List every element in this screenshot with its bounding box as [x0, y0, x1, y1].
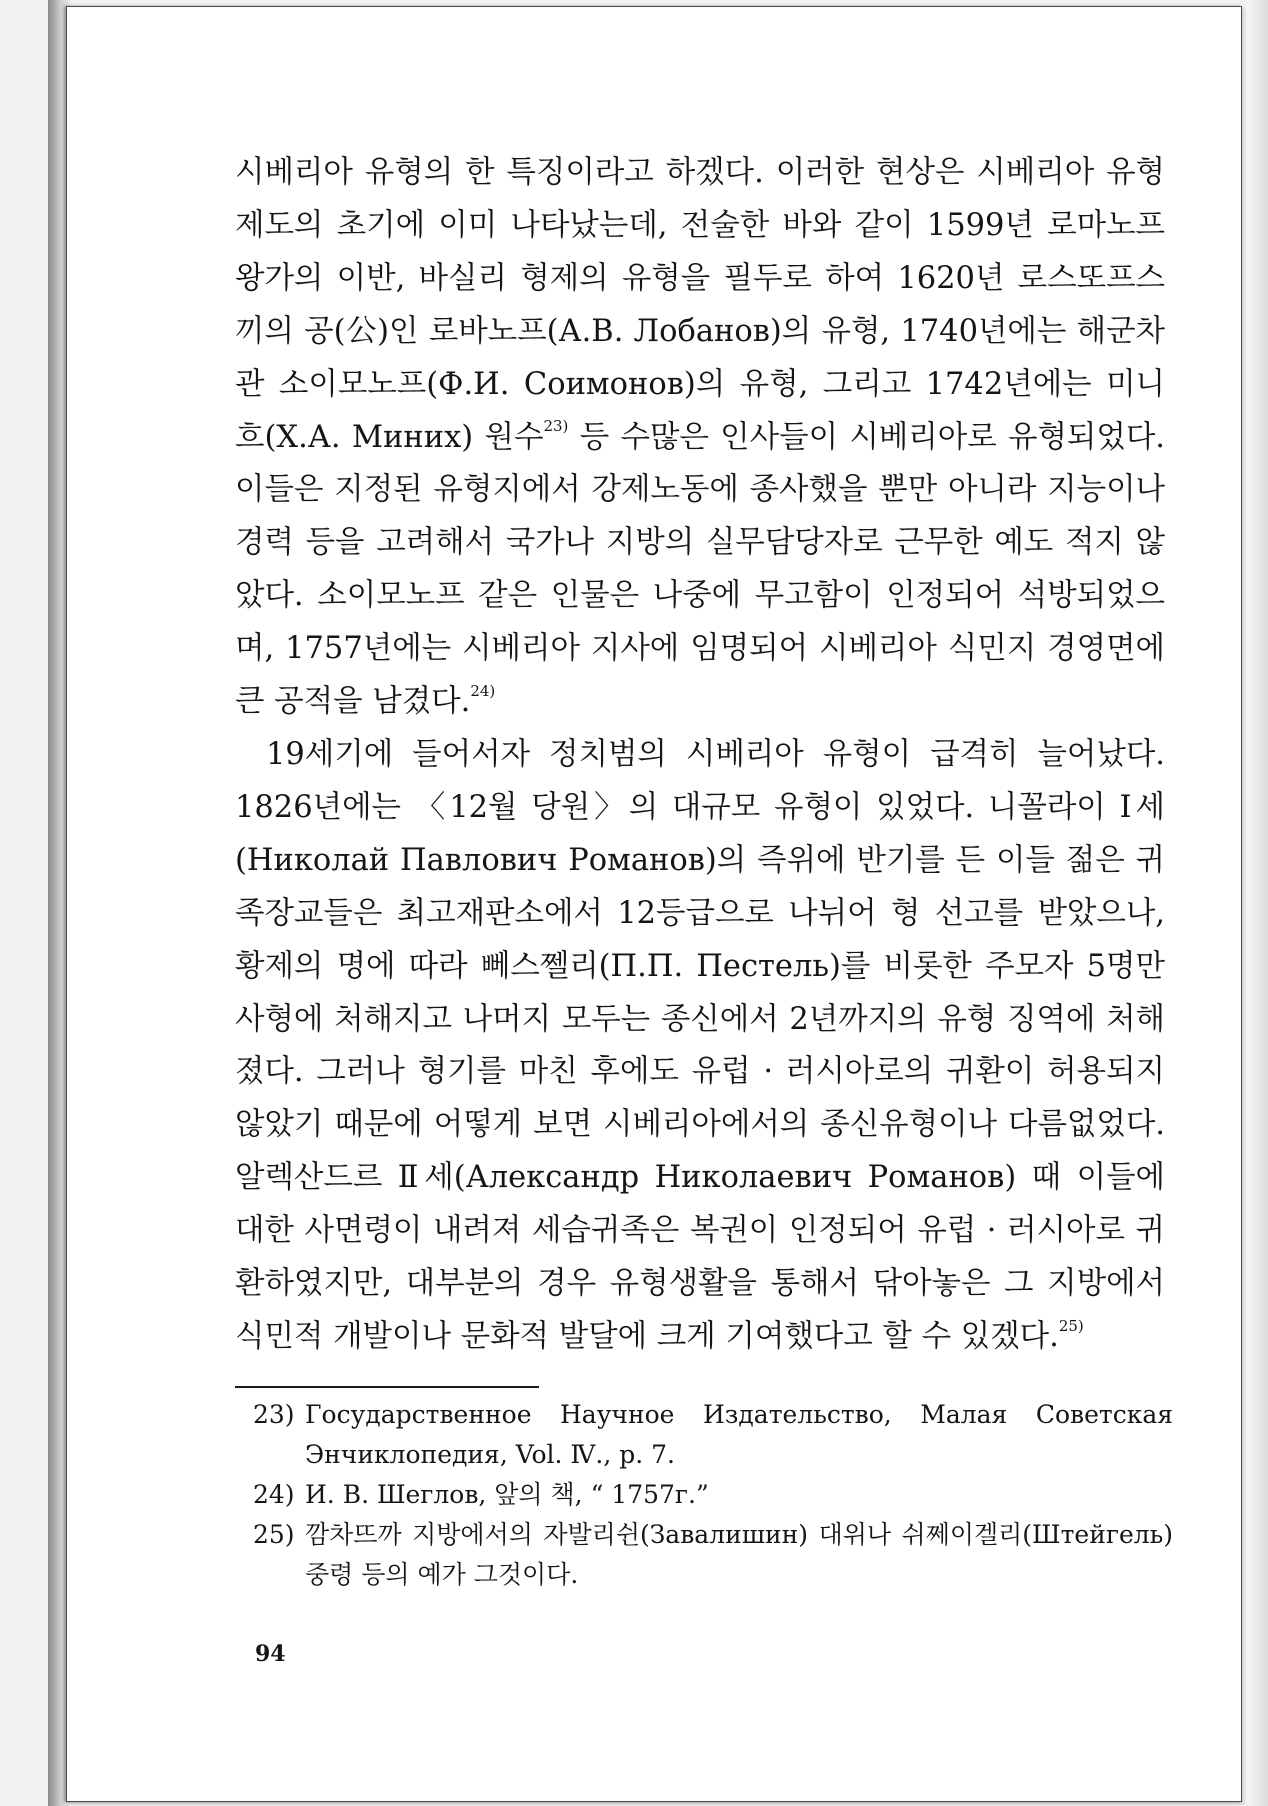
footnote-number: 25) [253, 1520, 295, 1549]
footnote-ref-23[interactable]: 23) [543, 417, 569, 436]
scan-edge-shadow [1246, 0, 1268, 1806]
paragraph-2 [235, 729, 1165, 1364]
paragraph-1 [235, 147, 1165, 729]
footnote-divider [235, 1386, 539, 1388]
paragraph-1-text: 시베리아 유형의 한 특징이라고 하겠다. 이러한 현상은 시베리아 유형제도의 초기에 이미 나타났는데, 전술한 바와 같이 1599년 로마노프 왕가의 이반, 바실리 형제의 유형을 필두로 하여 1620년 로스또프스끼의 공(公)인 로바노프(А.В. Лобанов)의 유형, 1740년에는 해군차관 소이모노프(Ф.И. Соимонов)의 유형, 그리고 1742년에는 미니흐(Х.А. Миних) 원수 [235, 155, 1165, 455]
footnote-23 [253, 1395, 1173, 1475]
body-text [235, 147, 1165, 1364]
paragraph-2-text: 19세기에 들어서자 정치범의 시베리아 유형이 급격히 늘어났다. 1826년에는 〈12월 당원〉의 대규모 유형이 있었다. 니꼴라이 Ⅰ세(Николай Павлович Романов)의 즉위에 반기를 든 이들 젊은 귀족장교들은 최고재판소에서 12등급으로 나뉘어 형 선고를 받았으나, 황제의 명에 따라 뻬스쩰리(П.П. Пестель)를 비롯한 주모자 5명만 사형에 처해지고 나머지 모두는 종신에서 2년까지의 유형 징역에 처해졌다. 그러나 형기를 마친 후에도 유럽 · 러시아로의 귀환이 허용되지 않았기 때문에 어떻게 보면 시베리아에서의 종신유형이나 다름없었다. 알렉산드르 Ⅱ세(Александр Николаевич Романов) 때 이들에 대한 사면령이 내려져 세습귀족은 복권이 인정되어 유럽 · 러시아로 귀환하였지만, 대부분의 경우 유형생활을 통해서 닦아놓은 그 지방에서 식민적 개발이나 문화적 발달에 크게 기여했다고 할 수 있겠다. [235, 736, 1165, 1354]
footnote-ref-25[interactable]: 25) [1058, 1316, 1084, 1335]
footnote-25 [253, 1515, 1173, 1595]
footnote-number: 24) [253, 1480, 295, 1509]
footnote-text: Государственное Научное Издательство, Малая Советская Энчиклопедия, Vol. Ⅳ., p. 7. [305, 1400, 1173, 1469]
paragraph-1-continued: 등 수많은 인사들이 시베리아로 유형되었다. 이들은 지정된 유형지에서 강제노동에 종사했을 뿐만 아니라 지능이나 경력 등을 고려해서 국가나 지방의 실무담당자로 근무한 예도 적지 않았다. 소이모노프 같은 인물은 나중에 무고함이 인정되어 석방되었으며, 1757년에는 시베리아 지사에 임명되어 시베리아 식민지 경영면에 큰 공적을 남겼다. [235, 419, 1165, 720]
footnote-text: И. В. Шеглов, 앞의 책, “ 1757г.” [305, 1480, 709, 1509]
footnotes [253, 1395, 1173, 1595]
page-number: 94 [255, 1641, 286, 1667]
footnote-text: 깜차뜨까 지방에서의 자발리쉰(Завалишин) 대위나 쉬쩨이겔리(Штейгель) 중령 등의 예가 그것이다. [305, 1520, 1173, 1589]
footnote-24 [253, 1475, 1173, 1515]
book-page [66, 6, 1242, 1802]
footnote-number: 23) [253, 1400, 295, 1429]
footnote-ref-24[interactable]: 24) [470, 681, 496, 700]
